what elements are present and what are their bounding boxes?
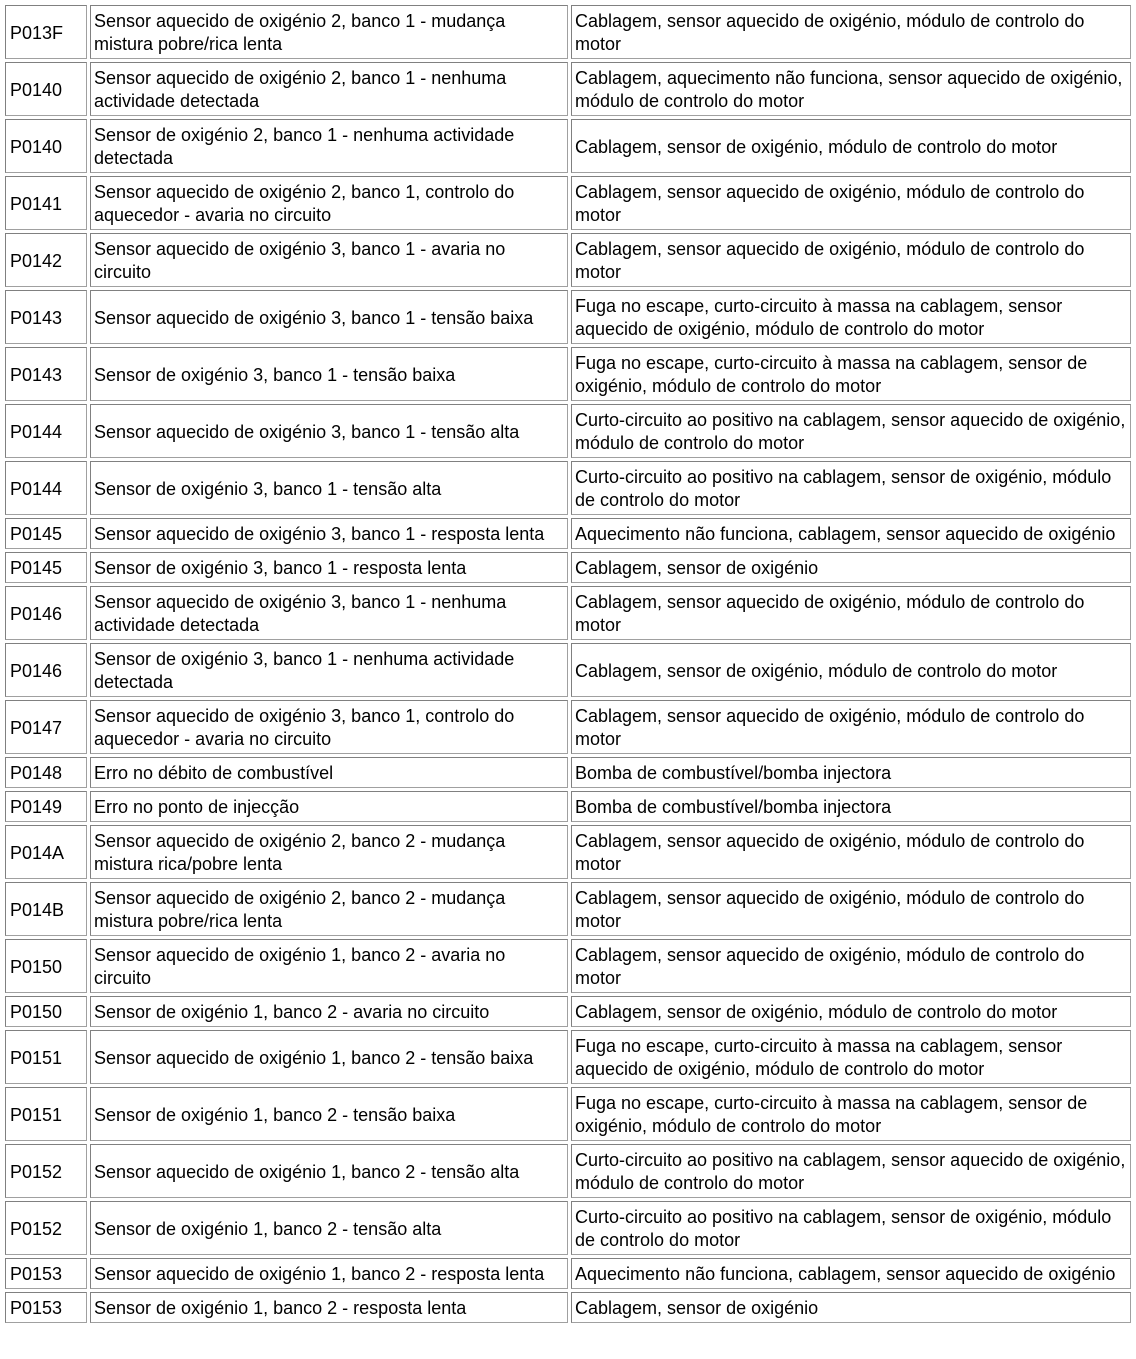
dtc-code-cell: P0146 [5,643,87,697]
table-row [5,586,1131,640]
dtc-code-cell: P0152 [5,1201,87,1255]
dtc-causes-cell: Fuga no escape, curto-circuito à massa na cablagem, sensor aquecido de oxigénio, módulo de controlo do motor [571,1030,1131,1084]
dtc-causes-cell: Cablagem, sensor de oxigénio, módulo de controlo do motor [571,119,1131,173]
dtc-causes-cell: Cablagem, sensor aquecido de oxigénio, módulo de controlo do motor [571,586,1131,640]
dtc-causes-cell: Curto-circuito ao positivo na cablagem, sensor de oxigénio, módulo de controlo do motor [571,1201,1131,1255]
dtc-code-cell: P0144 [5,461,87,515]
dtc-code-cell: P0150 [5,996,87,1027]
table-row [5,404,1131,458]
table-row [5,552,1131,583]
dtc-code-cell: P0151 [5,1087,87,1141]
dtc-causes-cell: Bomba de combustível/bomba injectora [571,791,1131,822]
dtc-description-cell: Sensor aquecido de oxigénio 1, banco 2 - tensão alta [90,1144,568,1198]
dtc-code-cell: P0151 [5,1030,87,1084]
dtc-causes-cell: Fuga no escape, curto-circuito à massa na cablagem, sensor de oxigénio, módulo de controlo do motor [571,1087,1131,1141]
table-row [5,939,1131,993]
dtc-description-cell: Sensor aquecido de oxigénio 1, banco 2 - resposta lenta [90,1258,568,1289]
dtc-description-cell: Sensor aquecido de oxigénio 2, banco 2 - mudança mistura rica/pobre lenta [90,825,568,879]
dtc-code-cell: P0145 [5,518,87,549]
dtc-description-cell: Sensor de oxigénio 1, banco 2 - tensão alta [90,1201,568,1255]
dtc-causes-cell: Cablagem, sensor aquecido de oxigénio, módulo de controlo do motor [571,939,1131,993]
dtc-description-cell: Sensor aquecido de oxigénio 2, banco 1, controlo do aquecedor - avaria no circuito [90,176,568,230]
dtc-causes-cell: Aquecimento não funciona, cablagem, sensor aquecido de oxigénio [571,518,1131,549]
dtc-code-cell: P0150 [5,939,87,993]
table-row [5,290,1131,344]
dtc-description-cell: Sensor aquecido de oxigénio 3, banco 1 - resposta lenta [90,518,568,549]
dtc-code-cell: P0141 [5,176,87,230]
dtc-description-cell: Erro no débito de combustível [90,757,568,788]
table-row [5,233,1131,287]
dtc-causes-cell: Cablagem, sensor de oxigénio [571,1292,1131,1323]
table-row [5,1030,1131,1084]
dtc-causes-cell: Curto-circuito ao positivo na cablagem, sensor aquecido de oxigénio, módulo de controlo do motor [571,1144,1131,1198]
dtc-causes-cell: Cablagem, sensor aquecido de oxigénio, módulo de controlo do motor [571,233,1131,287]
table-row [5,882,1131,936]
dtc-causes-cell: Curto-circuito ao positivo na cablagem, sensor de oxigénio, módulo de controlo do motor [571,461,1131,515]
dtc-description-cell: Sensor aquecido de oxigénio 2, banco 1 - nenhuma actividade detectada [90,62,568,116]
dtc-causes-cell: Cablagem, aquecimento não funciona, sensor aquecido de oxigénio, módulo de controlo do motor [571,62,1131,116]
dtc-code-cell: P013F [5,5,87,59]
dtc-causes-cell: Cablagem, sensor aquecido de oxigénio, módulo de controlo do motor [571,5,1131,59]
dtc-causes-cell: Aquecimento não funciona, cablagem, sensor aquecido de oxigénio [571,1258,1131,1289]
dtc-code-cell: P014A [5,825,87,879]
dtc-code-cell: P0147 [5,700,87,754]
dtc-description-cell: Sensor aquecido de oxigénio 1, banco 2 - tensão baixa [90,1030,568,1084]
dtc-description-cell: Erro no ponto de injecção [90,791,568,822]
dtc-description-cell: Sensor aquecido de oxigénio 1, banco 2 - avaria no circuito [90,939,568,993]
table-row [5,518,1131,549]
dtc-code-cell: P0146 [5,586,87,640]
dtc-description-cell: Sensor aquecido de oxigénio 3, banco 1 - tensão alta [90,404,568,458]
dtc-description-cell: Sensor de oxigénio 3, banco 1 - tensão baixa [90,347,568,401]
table-row [5,1292,1131,1323]
dtc-description-cell: Sensor aquecido de oxigénio 3, banco 1 - nenhuma actividade detectada [90,586,568,640]
dtc-code-cell: P0149 [5,791,87,822]
dtc-code-cell: P0140 [5,119,87,173]
table-row [5,62,1131,116]
dtc-description-cell: Sensor de oxigénio 3, banco 1 - nenhuma actividade detectada [90,643,568,697]
dtc-description-cell: Sensor aquecido de oxigénio 3, banco 1, controlo do aquecedor - avaria no circuito [90,700,568,754]
dtc-code-cell: P0145 [5,552,87,583]
dtc-causes-cell: Fuga no escape, curto-circuito à massa na cablagem, sensor aquecido de oxigénio, módulo de controlo do motor [571,290,1131,344]
table-row [5,347,1131,401]
dtc-causes-cell: Fuga no escape, curto-circuito à massa na cablagem, sensor de oxigénio, módulo de controlo do motor [571,347,1131,401]
dtc-code-cell: P0140 [5,62,87,116]
table-row [5,176,1131,230]
dtc-code-cell: P0143 [5,347,87,401]
table-row [5,1144,1131,1198]
dtc-causes-cell: Cablagem, sensor de oxigénio, módulo de controlo do motor [571,643,1131,697]
dtc-causes-cell: Curto-circuito ao positivo na cablagem, sensor aquecido de oxigénio, módulo de controlo do motor [571,404,1131,458]
dtc-code-cell: P0148 [5,757,87,788]
table-row [5,1087,1131,1141]
dtc-description-cell: Sensor aquecido de oxigénio 2, banco 1 - mudança mistura pobre/rica lenta [90,5,568,59]
dtc-code-cell: P0153 [5,1292,87,1323]
dtc-table-body [5,5,1131,1323]
dtc-description-cell: Sensor de oxigénio 1, banco 2 - avaria no circuito [90,996,568,1027]
dtc-causes-cell: Cablagem, sensor de oxigénio, módulo de controlo do motor [571,996,1131,1027]
dtc-code-cell: P0153 [5,1258,87,1289]
dtc-causes-cell: Cablagem, sensor de oxigénio [571,552,1131,583]
dtc-description-cell: Sensor de oxigénio 3, banco 1 - resposta lenta [90,552,568,583]
dtc-description-cell: Sensor aquecido de oxigénio 3, banco 1 - tensão baixa [90,290,568,344]
dtc-description-cell: Sensor aquecido de oxigénio 3, banco 1 - avaria no circuito [90,233,568,287]
dtc-description-cell: Sensor de oxigénio 2, banco 1 - nenhuma actividade detectada [90,119,568,173]
dtc-code-cell: P014B [5,882,87,936]
dtc-causes-cell: Cablagem, sensor aquecido de oxigénio, módulo de controlo do motor [571,176,1131,230]
dtc-causes-cell: Cablagem, sensor aquecido de oxigénio, módulo de controlo do motor [571,700,1131,754]
dtc-description-cell: Sensor de oxigénio 1, banco 2 - tensão baixa [90,1087,568,1141]
table-row [5,791,1131,822]
dtc-table [2,2,1134,1326]
dtc-causes-cell: Cablagem, sensor aquecido de oxigénio, módulo de controlo do motor [571,882,1131,936]
dtc-causes-cell: Bomba de combustível/bomba injectora [571,757,1131,788]
dtc-code-cell: P0142 [5,233,87,287]
table-row [5,119,1131,173]
dtc-description-cell: Sensor aquecido de oxigénio 2, banco 2 - mudança mistura pobre/rica lenta [90,882,568,936]
dtc-code-cell: P0143 [5,290,87,344]
table-row [5,825,1131,879]
table-row [5,1258,1131,1289]
table-row [5,757,1131,788]
table-row [5,996,1131,1027]
table-row [5,700,1131,754]
dtc-description-cell: Sensor de oxigénio 1, banco 2 - resposta lenta [90,1292,568,1323]
dtc-code-cell: P0152 [5,1144,87,1198]
dtc-causes-cell: Cablagem, sensor aquecido de oxigénio, módulo de controlo do motor [571,825,1131,879]
table-row [5,1201,1131,1255]
dtc-description-cell: Sensor de oxigénio 3, banco 1 - tensão alta [90,461,568,515]
dtc-code-cell: P0144 [5,404,87,458]
table-row [5,461,1131,515]
table-row [5,5,1131,59]
table-row [5,643,1131,697]
